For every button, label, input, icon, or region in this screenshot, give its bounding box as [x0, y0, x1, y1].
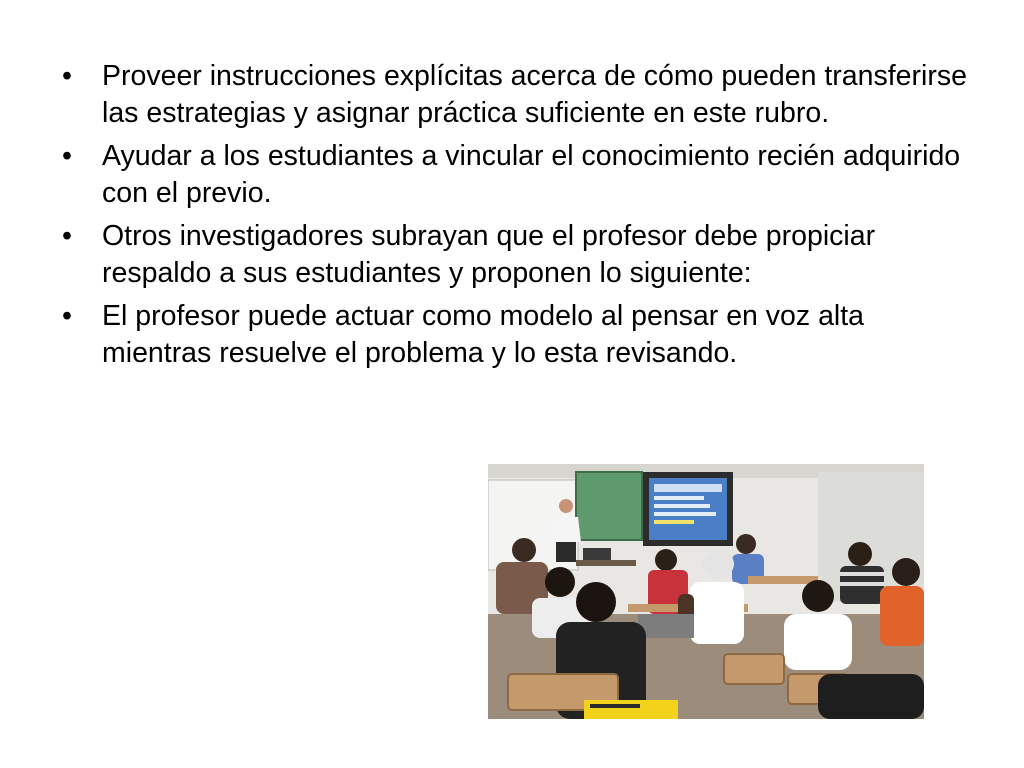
screen-line	[654, 496, 704, 500]
stripe	[840, 572, 884, 576]
student-head	[655, 549, 677, 571]
yellow-sign	[584, 700, 678, 719]
bullet-dot-icon: •	[62, 300, 72, 332]
student-head	[848, 542, 872, 566]
bullet-dot-icon: •	[62, 220, 72, 252]
teacher-pants	[556, 542, 576, 562]
chair	[724, 654, 784, 684]
classroom-illustration	[488, 464, 924, 719]
bullet-text: Otros investigadores subrayan que el profesor debe propiciar respaldo a sus estudiantes y proponen lo siguiente:	[102, 220, 876, 289]
bullet-item	[62, 58, 972, 132]
student-head	[512, 538, 536, 562]
bullet-item	[62, 218, 972, 292]
projector	[583, 548, 611, 560]
screen-line	[654, 512, 716, 516]
student-body	[880, 586, 924, 646]
student-jeans	[638, 614, 694, 638]
student-head	[576, 582, 616, 622]
bullet-list	[62, 58, 972, 378]
teacher-head	[559, 499, 573, 513]
screen-line	[654, 520, 694, 524]
chalkboard	[576, 472, 642, 540]
student-cap	[702, 550, 734, 578]
bullet-item	[62, 138, 972, 212]
bullet-text: El profesor puede actuar como modelo al pensar en voz alta mientras resuelve el problema y lo esta revisando.	[102, 300, 865, 369]
student-head	[736, 534, 756, 554]
bullet-dot-icon: •	[62, 140, 72, 172]
student-body	[784, 614, 852, 670]
desk	[748, 576, 818, 584]
bullet-text: Ayudar a los estudiantes a vincular el conocimiento recién adquirido con el previo.	[102, 140, 961, 209]
screen-line	[654, 504, 710, 508]
student-head	[892, 558, 920, 586]
stripe	[840, 582, 884, 586]
student-body	[818, 674, 924, 719]
student-head	[802, 580, 834, 612]
teacher-table	[576, 560, 636, 566]
screen-line	[654, 484, 722, 492]
student-head	[545, 567, 575, 597]
classroom-photo	[488, 464, 924, 719]
teacher-shirt	[551, 517, 581, 542]
bullet-item	[62, 298, 972, 372]
sign-line	[590, 704, 640, 708]
bullet-dot-icon: •	[62, 60, 72, 92]
student-body	[690, 582, 744, 644]
bullet-text: Proveer instrucciones explícitas acerca de cómo pueden transferirse las estrategias y asignar práctica suficiente en este rubro.	[102, 60, 967, 129]
